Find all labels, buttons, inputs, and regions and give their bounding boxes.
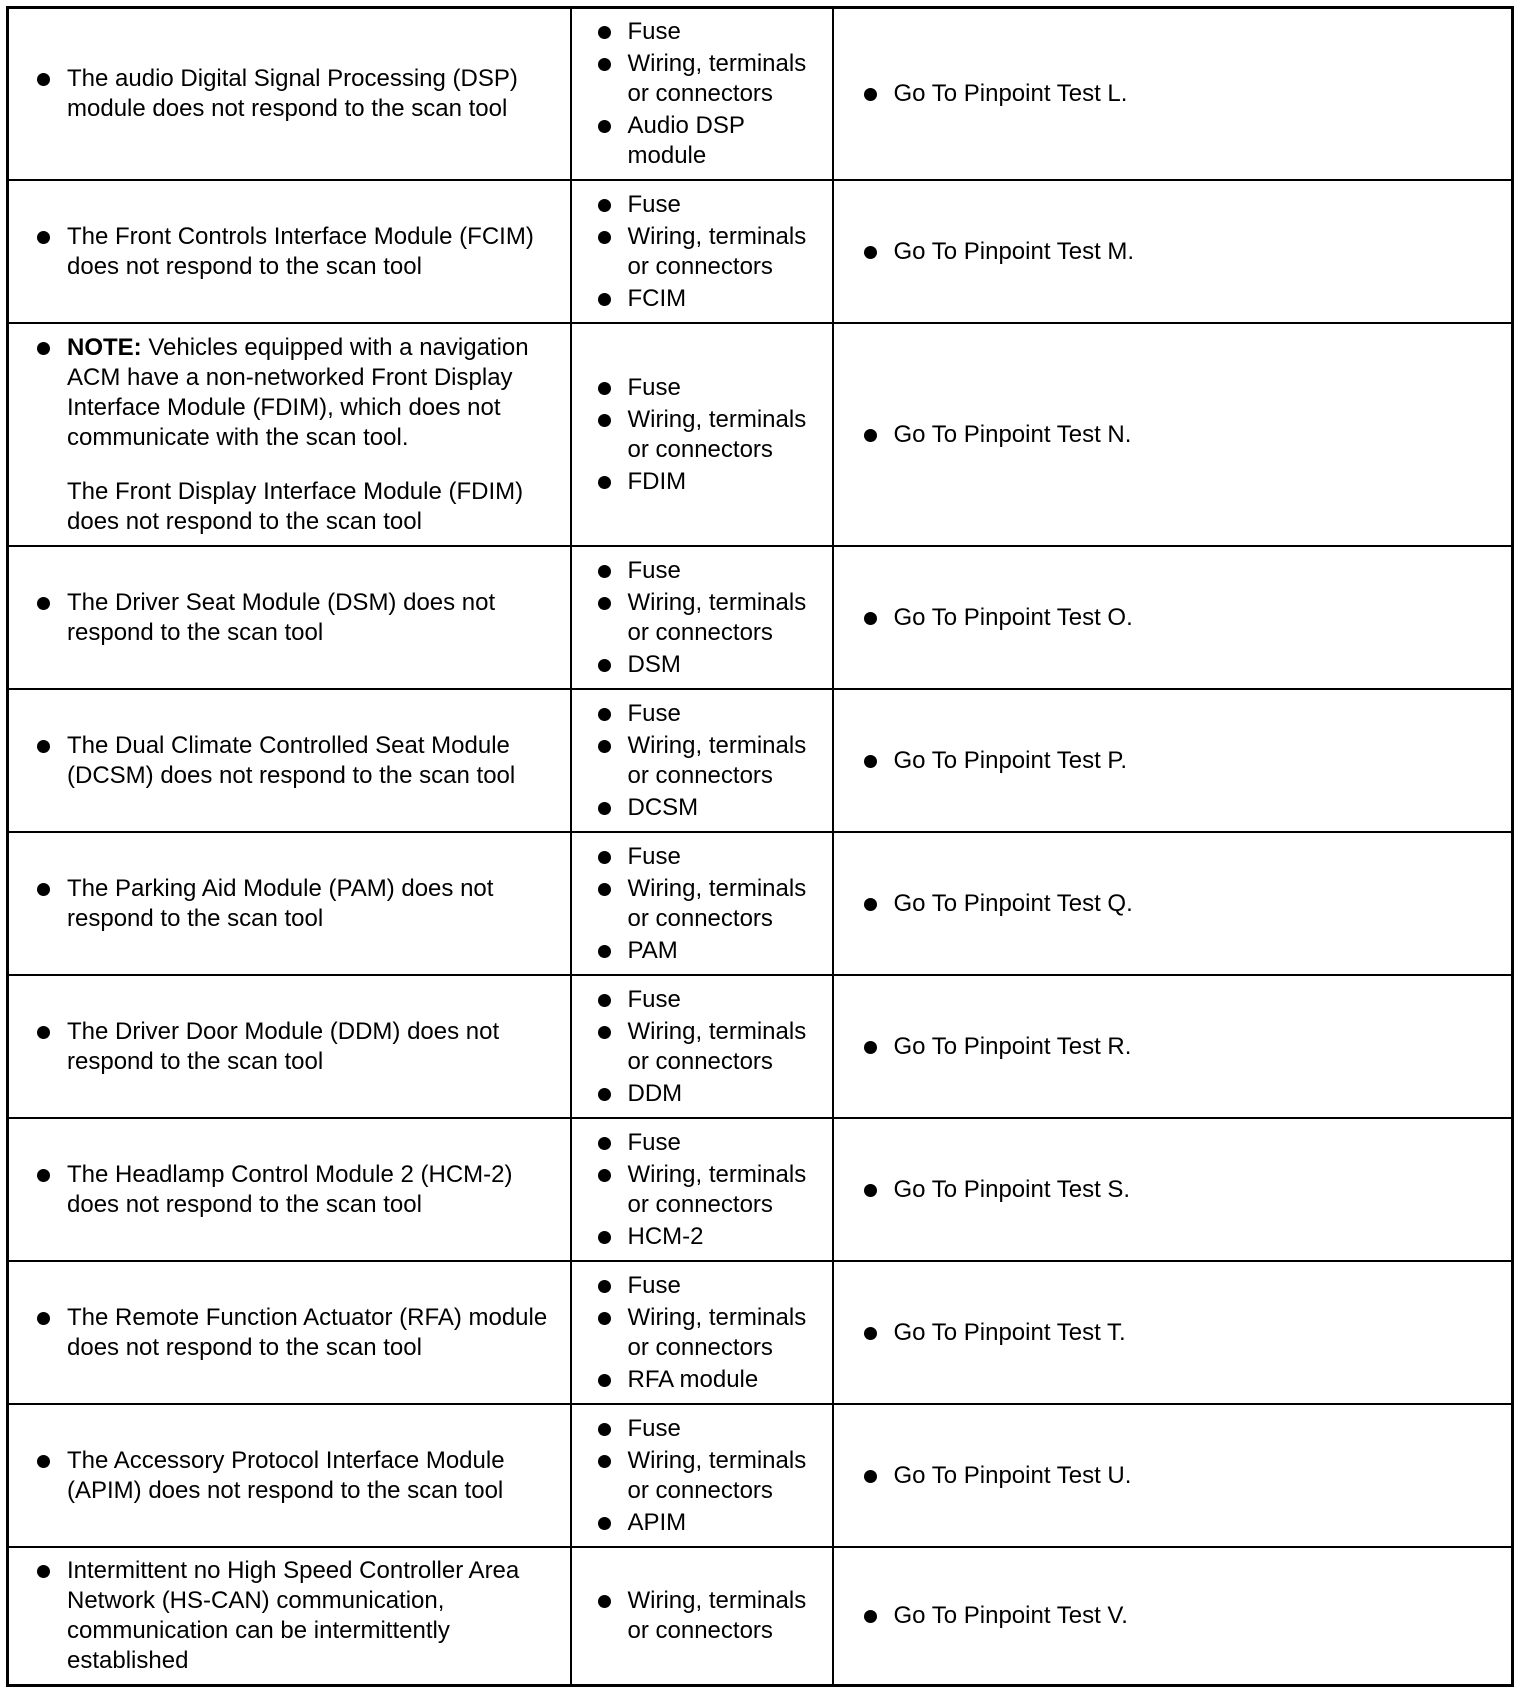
possible-source-text: Wiring, terminals or connectors: [627, 731, 807, 789]
action-cell: [833, 832, 1513, 975]
possible-source-item: [598, 1222, 826, 1252]
possible-source-list: [598, 842, 826, 966]
condition-text: The Front Display Interface Module (FDIM) does not respond to the scan tool: [67, 477, 524, 535]
possible-source-content: [572, 1406, 832, 1546]
bullet-icon: [598, 231, 611, 244]
possible-source-item: [598, 650, 826, 680]
table-row: [8, 832, 1513, 975]
bullet-icon: [598, 414, 611, 427]
possible-source-item: [598, 936, 826, 966]
possible-source-cell: [571, 1261, 833, 1404]
possible-source-cell: [571, 1118, 833, 1261]
pinpoint-test-link: Go To Pinpoint Test L.: [893, 80, 1128, 107]
possible-source-content: [572, 834, 832, 974]
possible-source-content: [572, 1263, 832, 1403]
bullet-icon: [37, 597, 50, 610]
condition-item: [37, 874, 560, 934]
condition-list: [37, 1303, 560, 1363]
possible-source-text: Fuse: [627, 842, 681, 870]
action-content: [834, 1167, 1512, 1213]
action-item: [864, 1032, 1502, 1062]
table-row: [8, 180, 1513, 323]
possible-source-item: [598, 874, 826, 934]
note-text: Vehicles equipped with a navigation ACM have a non-networked Front Display Interface Module (FDIM), which does not communicate with the scan tool.: [67, 333, 529, 451]
table-row: [8, 1261, 1513, 1404]
possible-source-item: [598, 1414, 826, 1444]
possible-source-text: Wiring, terminals or connectors: [627, 1160, 807, 1218]
bullet-icon: [598, 1088, 611, 1101]
pinpoint-test-link: Go To Pinpoint Test U.: [893, 1461, 1132, 1489]
condition-content: [9, 580, 570, 656]
possible-source-text: PAM: [627, 936, 678, 964]
action-content: [834, 229, 1512, 275]
condition-text: The audio Digital Signal Processing (DSP) module does not respond to the scan tool: [67, 65, 518, 122]
possible-source-item: [598, 556, 826, 586]
possible-source-item: [598, 1586, 826, 1646]
possible-source-content: [572, 1578, 832, 1654]
pinpoint-test-link: Go To Pinpoint Test N.: [893, 420, 1132, 448]
condition-item: [37, 1017, 560, 1077]
condition-item: [37, 731, 560, 791]
condition-cell: [8, 1261, 571, 1404]
action-item: [864, 1461, 1502, 1491]
action-cell: [833, 1404, 1513, 1547]
action-list: [864, 237, 1502, 267]
bullet-icon: [598, 1595, 611, 1608]
condition-list: [37, 64, 560, 124]
possible-source-item: [598, 1160, 826, 1220]
bullet-icon: [598, 293, 611, 306]
possible-source-item: [598, 1079, 826, 1109]
table-row: [8, 1404, 1513, 1547]
possible-source-text: Wiring, terminals or connectors: [627, 1017, 807, 1075]
action-content: [834, 595, 1512, 641]
possible-source-cell: [571, 323, 833, 546]
possible-source-list: [598, 1414, 826, 1538]
possible-source-text: DSM: [627, 650, 681, 678]
pinpoint-test-link: Go To Pinpoint Test P.: [893, 746, 1127, 774]
bullet-icon: [864, 1470, 877, 1483]
condition-cell: [8, 546, 571, 689]
action-item: [864, 420, 1502, 450]
table-row: [8, 1547, 1513, 1686]
condition-text: The Parking Aid Module (PAM) does not respond to the scan tool: [67, 874, 494, 932]
possible-source-text: Wiring, terminals or connectors: [627, 222, 807, 280]
possible-source-content: [572, 1120, 832, 1260]
condition-list: [37, 222, 560, 282]
possible-source-item: [598, 373, 826, 403]
possible-source-item: [598, 1508, 826, 1538]
action-list: [864, 1318, 1502, 1348]
condition-list: [37, 874, 560, 934]
table-row: [8, 546, 1513, 689]
action-cell: [833, 1261, 1513, 1404]
possible-source-item: [598, 1446, 826, 1506]
possible-source-list: [598, 985, 826, 1109]
possible-source-item: [598, 731, 826, 791]
bullet-icon: [37, 1169, 50, 1182]
action-cell: [833, 1118, 1513, 1261]
pinpoint-test-link: Go To Pinpoint Test Q.: [893, 889, 1133, 917]
bullet-icon: [598, 994, 611, 1007]
condition-cell: [8, 832, 571, 975]
pinpoint-test-link: Go To Pinpoint Test S.: [893, 1175, 1131, 1203]
action-item: [864, 1601, 1502, 1631]
possible-source-text: APIM: [627, 1508, 687, 1536]
possible-source-text: FCIM: [627, 284, 687, 312]
action-cell: [833, 689, 1513, 832]
action-content: [834, 412, 1512, 458]
bullet-icon: [598, 851, 611, 864]
bullet-icon: [37, 883, 50, 896]
symptom-chart-body: [8, 8, 1513, 1686]
possible-source-cell: [571, 546, 833, 689]
possible-source-text: Wiring, terminals or connectors: [627, 588, 807, 646]
bullet-icon: [598, 120, 611, 133]
possible-source-item: [598, 190, 826, 220]
condition-content: [9, 1295, 570, 1371]
table-row: [8, 8, 1513, 181]
action-cell: [833, 546, 1513, 689]
possible-source-text: Fuse: [627, 1128, 681, 1156]
action-item: [864, 603, 1502, 633]
condition-cell: [8, 323, 571, 546]
bullet-icon: [37, 740, 50, 753]
condition-text: The Dual Climate Controlled Seat Module (DCSM) does not respond to the scan tool: [67, 731, 516, 789]
possible-source-text: RFA module: [627, 1365, 759, 1393]
condition-list: [37, 333, 560, 537]
pinpoint-test-link: Go To Pinpoint Test M.: [893, 237, 1135, 265]
bullet-icon: [864, 1610, 877, 1623]
possible-source-item: [598, 111, 826, 171]
action-content: [834, 1453, 1512, 1499]
condition-cell: [8, 1404, 571, 1547]
condition-content: [9, 325, 570, 545]
action-list: [864, 79, 1502, 109]
bullet-icon: [864, 1327, 877, 1340]
condition-list: [37, 731, 560, 791]
condition-cell: [8, 1547, 571, 1686]
condition-content: [9, 56, 570, 132]
action-content: [834, 71, 1512, 117]
possible-source-text: Wiring, terminals or connectors: [627, 1446, 807, 1504]
possible-source-list: [598, 556, 826, 680]
action-item: [864, 746, 1502, 776]
possible-source-content: [572, 182, 832, 322]
bullet-icon: [598, 597, 611, 610]
possible-source-item: [598, 793, 826, 823]
possible-source-list: [598, 190, 826, 314]
bullet-icon: [598, 740, 611, 753]
bullet-icon: [864, 898, 877, 911]
bullet-icon: [864, 1041, 877, 1054]
bullet-icon: [598, 26, 611, 39]
possible-source-item: [598, 588, 826, 648]
possible-source-text: Audio DSP module: [627, 112, 745, 169]
action-list: [864, 889, 1502, 919]
action-list: [864, 1032, 1502, 1062]
table-row: [8, 1118, 1513, 1261]
possible-source-text: Fuse: [627, 556, 681, 584]
possible-source-text: Fuse: [627, 190, 681, 218]
action-content: [834, 1593, 1512, 1639]
condition-item: [37, 588, 560, 648]
condition-list: [37, 1160, 560, 1220]
possible-source-list: [598, 373, 826, 497]
possible-source-text: Fuse: [627, 373, 681, 401]
possible-source-text: Fuse: [627, 18, 681, 45]
possible-source-item: [598, 405, 826, 465]
condition-item: [37, 1556, 560, 1676]
possible-source-item: [598, 467, 826, 497]
bullet-icon: [598, 1026, 611, 1039]
condition-item: [37, 333, 560, 537]
action-list: [864, 420, 1502, 450]
possible-source-cell: [571, 180, 833, 323]
action-item: [864, 1318, 1502, 1348]
possible-source-text: Wiring, terminals or connectors: [627, 1303, 807, 1361]
possible-source-cell: [571, 689, 833, 832]
possible-source-list: [598, 699, 826, 823]
bullet-icon: [598, 1169, 611, 1182]
possible-source-text: HCM-2: [627, 1222, 704, 1250]
possible-source-cell: [571, 8, 833, 181]
table-row: [8, 975, 1513, 1118]
bullet-icon: [598, 1137, 611, 1150]
possible-source-list: [598, 1128, 826, 1252]
bullet-icon: [37, 1026, 50, 1039]
condition-list: [37, 588, 560, 648]
action-content: [834, 1310, 1512, 1356]
bullet-icon: [598, 659, 611, 672]
bullet-icon: [864, 755, 877, 768]
condition-text: Intermittent no High Speed Controller Area Network (HS-CAN) communication, communication can be intermittently established: [67, 1557, 520, 1674]
condition-list: [37, 1446, 560, 1506]
condition-text: The Accessory Protocol Interface Module (APIM) does not respond to the scan tool: [67, 1446, 505, 1504]
bullet-icon: [598, 1280, 611, 1293]
action-cell: [833, 180, 1513, 323]
bullet-icon: [37, 1312, 50, 1325]
possible-source-text: Wiring, terminals or connectors: [627, 1587, 807, 1644]
bullet-icon: [598, 199, 611, 212]
action-list: [864, 603, 1502, 633]
bullet-icon: [598, 1423, 611, 1436]
bullet-icon: [598, 382, 611, 395]
possible-source-text: Wiring, terminals or connectors: [627, 50, 807, 107]
possible-source-list: [598, 1271, 826, 1395]
bullet-icon: [37, 73, 50, 86]
possible-source-cell: [571, 975, 833, 1118]
bullet-icon: [37, 1565, 50, 1578]
possible-source-text: Wiring, terminals or connectors: [627, 874, 807, 932]
bullet-icon: [598, 883, 611, 896]
condition-content: [9, 1009, 570, 1085]
bullet-icon: [598, 1231, 611, 1244]
condition-cell: [8, 689, 571, 832]
possible-source-item: [598, 1128, 826, 1158]
possible-source-item: [598, 699, 826, 729]
possible-source-cell: [571, 832, 833, 975]
action-cell: [833, 1547, 1513, 1686]
condition-text: The Driver Door Module (DDM) does not respond to the scan tool: [67, 1017, 500, 1075]
possible-source-text: DDM: [627, 1079, 683, 1107]
possible-source-list: [598, 1586, 826, 1646]
bullet-icon: [864, 429, 877, 442]
pinpoint-test-link: Go To Pinpoint Test T.: [893, 1318, 1126, 1346]
condition-content: [9, 1438, 570, 1514]
possible-source-item: [598, 842, 826, 872]
bullet-icon: [864, 246, 877, 259]
action-content: [834, 1024, 1512, 1070]
note-paragraph: [67, 333, 560, 453]
condition-item: [37, 1160, 560, 1220]
possible-source-text: Fuse: [627, 699, 681, 727]
condition-content: [9, 214, 570, 290]
bullet-icon: [864, 1184, 877, 1197]
condition-text: The Front Controls Interface Module (FCIM) does not respond to the scan tool: [67, 222, 534, 280]
condition-cell: [8, 8, 571, 181]
bullet-icon: [598, 1517, 611, 1530]
condition-list: [37, 1556, 560, 1676]
possible-source-text: DCSM: [627, 793, 699, 821]
action-item: [864, 889, 1502, 919]
possible-source-content: [572, 691, 832, 831]
bullet-icon: [37, 342, 50, 355]
table-row: [8, 323, 1513, 546]
action-cell: [833, 8, 1513, 181]
bullet-icon: [598, 708, 611, 721]
bullet-icon: [37, 1455, 50, 1468]
bullet-icon: [598, 802, 611, 815]
action-list: [864, 1461, 1502, 1491]
action-list: [864, 746, 1502, 776]
possible-source-content: [572, 548, 832, 688]
condition-content: [9, 1548, 570, 1684]
possible-source-item: [598, 1303, 826, 1363]
bullet-icon: [598, 945, 611, 958]
possible-source-list: [598, 17, 826, 171]
condition-item: [37, 1303, 560, 1363]
pinpoint-test-link: Go To Pinpoint Test O.: [893, 603, 1133, 631]
possible-source-content: [572, 977, 832, 1117]
bullet-icon: [864, 88, 877, 101]
pinpoint-test-link: Go To Pinpoint Test R.: [893, 1032, 1132, 1060]
possible-source-item: [598, 17, 826, 47]
possible-source-text: Fuse: [627, 985, 681, 1013]
condition-text: The Headlamp Control Module 2 (HCM-2) does not respond to the scan tool: [67, 1160, 513, 1218]
bullet-icon: [598, 476, 611, 489]
action-content: [834, 881, 1512, 927]
condition-item: [37, 1446, 560, 1506]
possible-source-text: Wiring, terminals or connectors: [627, 405, 807, 463]
note-label: NOTE:: [67, 333, 142, 361]
condition-item: [37, 222, 560, 282]
condition-cell: [8, 180, 571, 323]
bullet-icon: [37, 231, 50, 244]
action-item: [864, 79, 1502, 109]
possible-source-text: Fuse: [627, 1414, 681, 1442]
condition-list: [37, 1017, 560, 1077]
possible-source-item: [598, 222, 826, 282]
possible-source-content: [572, 365, 832, 505]
table-row: [8, 689, 1513, 832]
condition-text: The Remote Function Actuator (RFA) module does not respond to the scan tool: [67, 1303, 548, 1361]
bullet-icon: [598, 565, 611, 578]
possible-source-content: [572, 9, 832, 179]
condition-text: The Driver Seat Module (DSM) does not respond to the scan tool: [67, 588, 496, 646]
possible-source-text: FDIM: [627, 467, 687, 495]
action-list: [864, 1175, 1502, 1205]
possible-source-item: [598, 1271, 826, 1301]
bullet-icon: [864, 612, 877, 625]
action-item: [864, 1175, 1502, 1205]
bullet-icon: [598, 1455, 611, 1468]
action-list: [864, 1601, 1502, 1631]
possible-source-item: [598, 1365, 826, 1395]
bullet-icon: [598, 1374, 611, 1387]
condition-content: [9, 1152, 570, 1228]
bullet-icon: [598, 1312, 611, 1325]
pinpoint-test-link: Go To Pinpoint Test V.: [893, 1602, 1128, 1629]
bullet-icon: [598, 58, 611, 71]
symptom-chart-table: [6, 6, 1514, 1687]
action-item: [864, 237, 1502, 267]
possible-source-item: [598, 1017, 826, 1077]
possible-source-item: [598, 49, 826, 109]
action-cell: [833, 975, 1513, 1118]
possible-source-cell: [571, 1404, 833, 1547]
condition-content: [9, 723, 570, 799]
condition-item: [37, 64, 560, 124]
possible-source-item: [598, 985, 826, 1015]
possible-source-text: Fuse: [627, 1271, 681, 1299]
action-content: [834, 738, 1512, 784]
condition-cell: [8, 975, 571, 1118]
action-cell: [833, 323, 1513, 546]
possible-source-cell: [571, 1547, 833, 1686]
possible-source-item: [598, 284, 826, 314]
condition-content: [9, 866, 570, 942]
condition-cell: [8, 1118, 571, 1261]
